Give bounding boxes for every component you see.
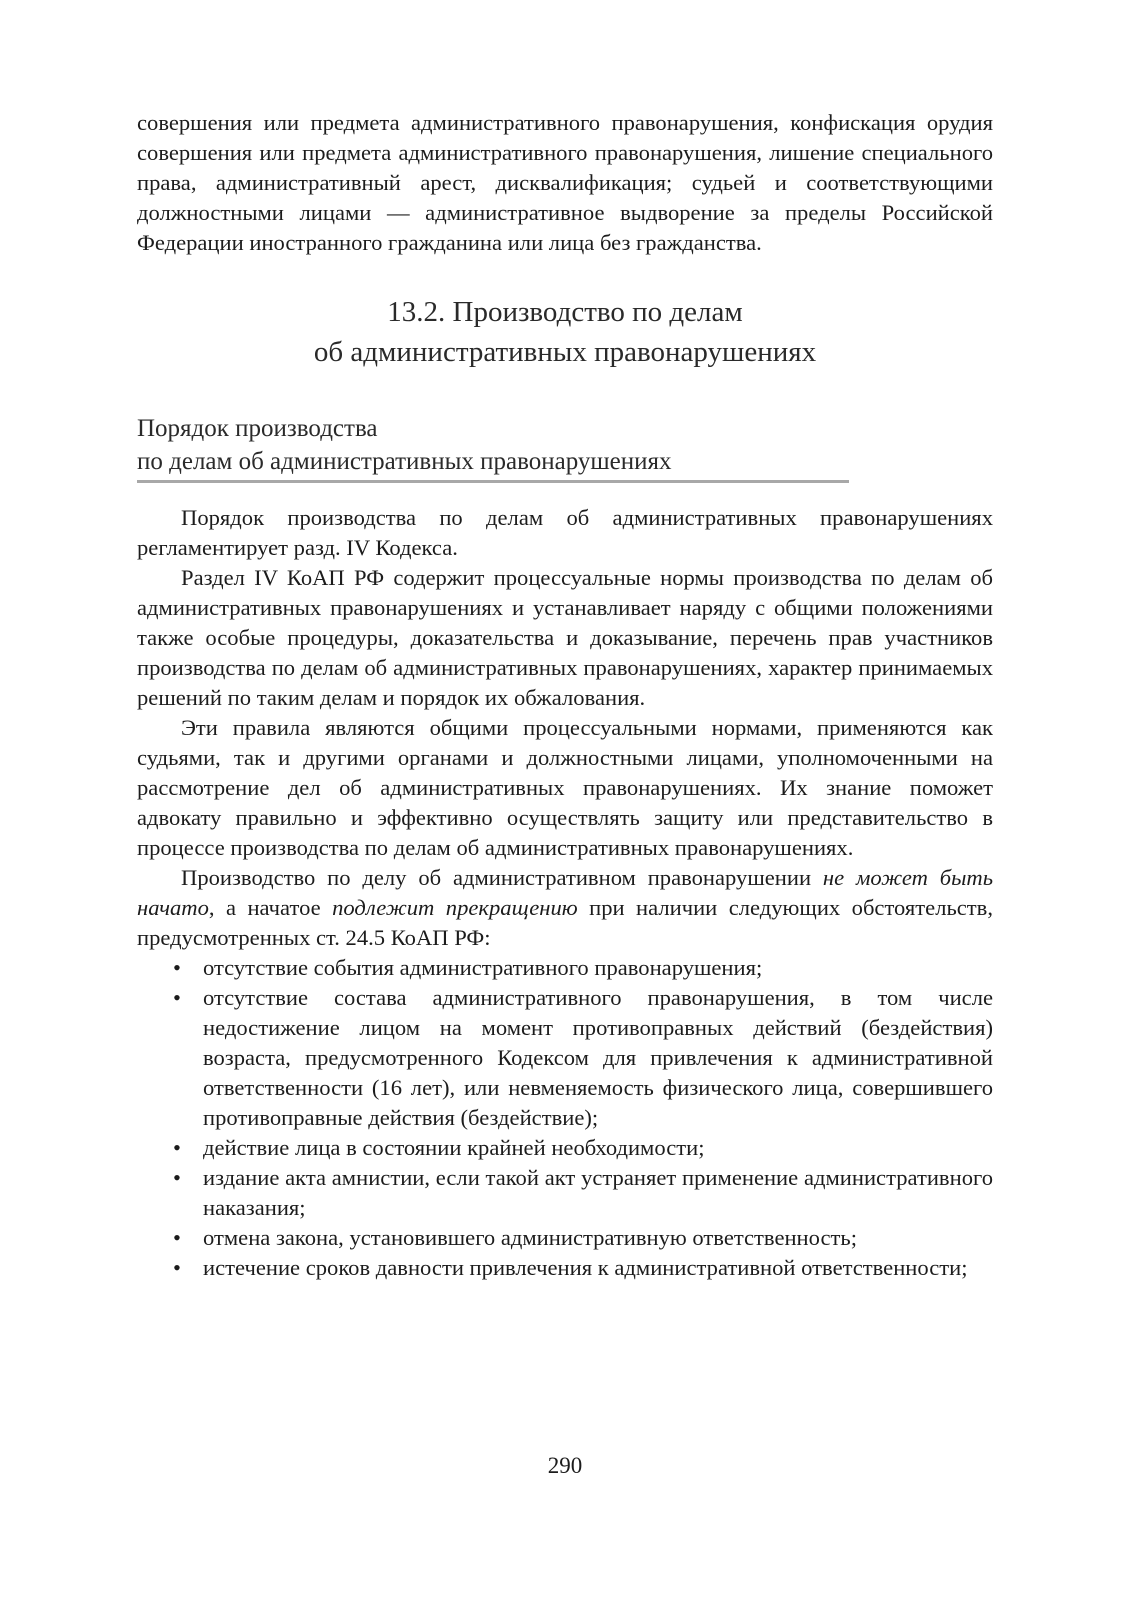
subsection-title-line1: Порядок производства	[137, 415, 378, 442]
bullet-icon: •	[173, 1165, 181, 1190]
page-number: 290	[547, 1453, 583, 1478]
lead-paragraph	[137, 863, 993, 953]
bullet-icon: •	[173, 985, 181, 1010]
section-title-line2: об административных правонарушениях	[313, 336, 817, 368]
bullet-icon: •	[173, 955, 181, 980]
list-item-text: издание акта амнистии, если такой акт устраняет применение административного наказания;	[203, 1165, 993, 1220]
list-item	[173, 1253, 993, 1283]
list-item	[173, 1133, 993, 1163]
paragraph: Порядок производства по делам об административных правонарушениях регламентирует разд. IV Кодекса.	[137, 505, 993, 560]
list-item-text: отмена закона, установившего административную ответственность;	[203, 1225, 857, 1250]
lead-italic: не может быть начато	[137, 865, 993, 920]
lead-text: при наличии следующих обстоятельств, предусмотренных ст. 24.5 КоАП РФ:	[137, 895, 993, 950]
lead-text: , а начатое	[208, 895, 333, 920]
subsection-header	[137, 412, 849, 483]
lead-text: Производство по делу об административном правонарушении	[181, 865, 823, 890]
subsection-title	[137, 412, 849, 478]
bullet-icon: •	[173, 1225, 181, 1250]
bullet-icon: •	[173, 1255, 181, 1280]
body-text	[137, 503, 993, 1283]
list-item-text: отсутствие состава административного правонарушения, в том числе недостижение лицом на момент противоправных действий (бездействия) возраста, предусмотренного Кодексом для привлечения к административной ответственности (16 лет), или невменяемость физического лица, совершившего противоправные действия (бездействие);	[203, 985, 993, 1130]
list-item	[173, 1223, 993, 1253]
list-item	[173, 953, 993, 983]
list-item	[173, 983, 993, 1133]
section-title-line1: 13.2. Производство по делам	[387, 296, 743, 328]
bullet-icon: •	[173, 1135, 181, 1160]
paragraph: Раздел IV КоАП РФ содержит процессуальные нормы производства по делам об административных правонарушениях и устанавливает наряду с общими положениями также особые процедуры, доказательства и доказывание, перечень прав участников производства по делам об административных правонарушениях, характер принимаемых решений по таким делам и порядок их обжалования.	[137, 565, 993, 710]
paragraph: Эти правила являются общими процессуальными нормами, применяются как судьями, так и другими органами и должностными лицами, уполномоченными на рассмотрение дел об административных правонарушениях. Их знание поможет адвокату правильно и эффективно осуществлять защиту или представительство в процессе производства по делам об административных правонарушениях.	[137, 715, 993, 860]
bullet-list	[137, 953, 993, 1283]
list-item-text: отсутствие события административного правонарушения;	[203, 955, 763, 980]
page-content	[137, 108, 993, 1283]
section-title	[137, 292, 993, 372]
lead-italic: подлежит прекращению	[332, 895, 578, 920]
subsection-title-line2: по делам об административных правонарушениях	[137, 448, 672, 475]
list-item	[173, 1163, 993, 1223]
list-item-text: истечение сроков давности привлечения к административной ответственности;	[203, 1255, 968, 1280]
list-item-text: действие лица в состоянии крайней необходимости;	[203, 1135, 705, 1160]
intro-paragraph: совершения или предмета административного правонарушения, конфискация орудия совершения или предмета административного правонарушения, лишение специального права, административный арест, дисквалификация; судьей и соответствующими должностными лицами — административное выдворение за пределы Российской Федерации иностранного гражданина или лица без гражданства.	[137, 110, 993, 255]
